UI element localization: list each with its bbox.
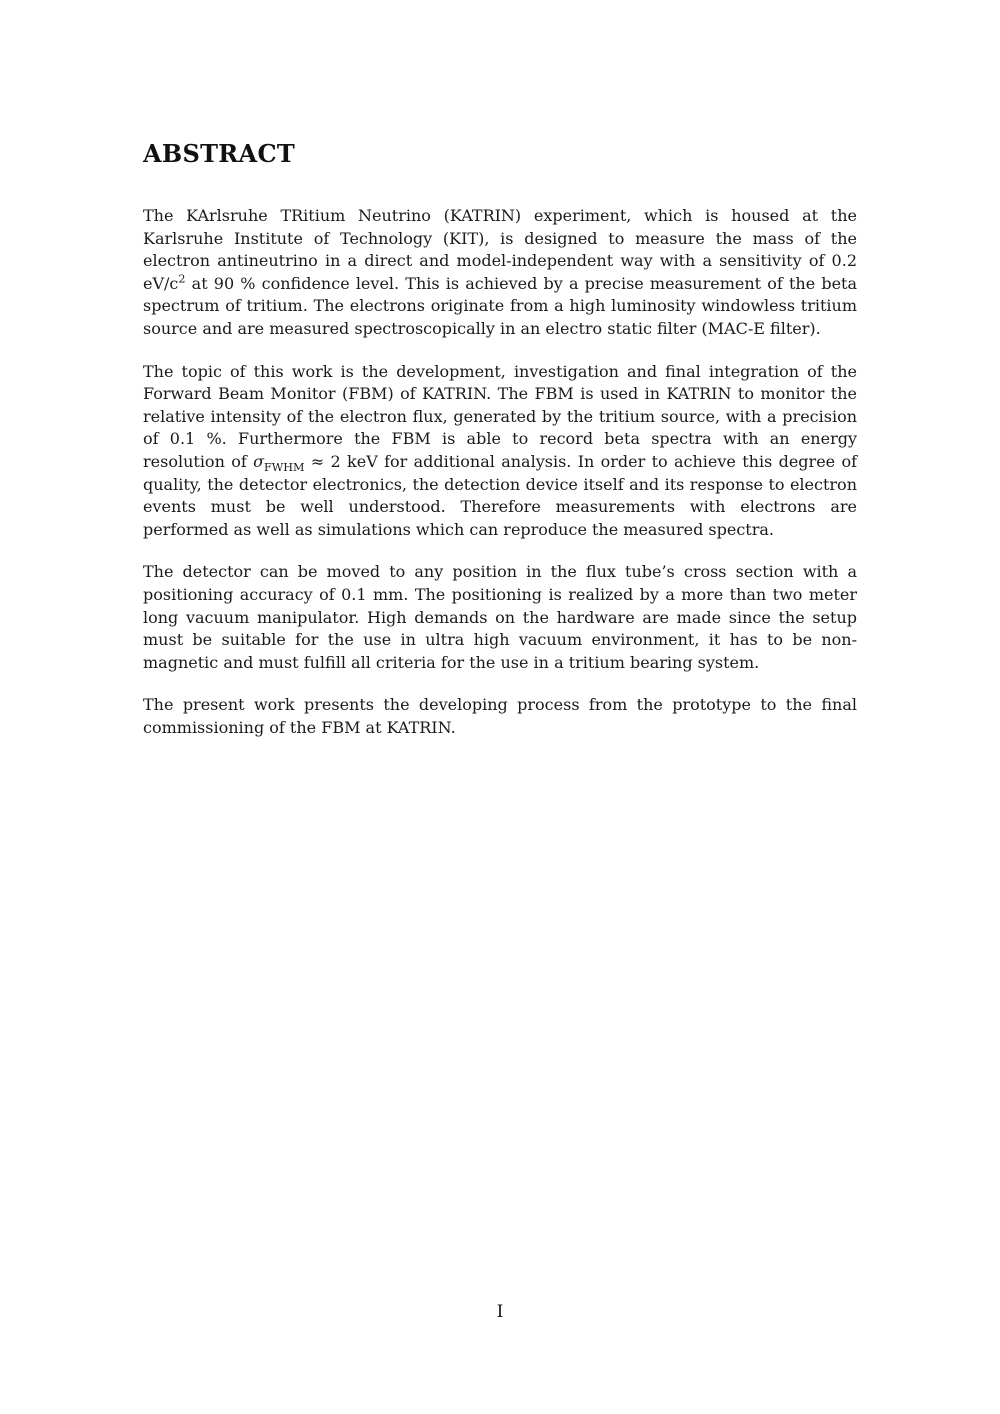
sigma-symbol: σ [253,451,264,471]
abstract-paragraph-1 [143,205,857,341]
subscript: FWHM [264,461,305,475]
abstract-paragraph-3: The detector can be moved to any position in the flux tube’s cross section with a positioning accuracy of 0.1 mm. The positioning is realized by a more than two meter long vacuum manipulator. High demands on the hardware are made since the setup must be suitable for the use in ultra high vacuum environment, it has to be non-magnetic and must fulfill all criteria for the use in a tritium bearing system. [143,562,857,672]
abstract-paragraph-4: The present work presents the developing process from the prototype to the final commissioning of the FBM at KATRIN. [143,695,857,737]
abstract-heading: ABSTRACT [143,139,296,168]
paragraph-text: at 90 % confidence level. This is achieved by a precise measurement of the beta spectrum of tritium. The electrons originate from a high luminosity windowless tritium source and are measured spectroscopically in an electro static filter (MAC-E filter). [143,273,857,338]
paragraph-text: ≈ 2 keV for additional analysis. In order to achieve this degree of quality, the detector electronics, the detection device itself and its response to electron events must be well understood. Therefore measurements with electrons are performed as well as simulations which can reproduce the measured spectra. [143,451,858,539]
superscript: 2 [178,272,186,286]
paragraph-text: The topic of this work is the development, investigation and final integration of the Forward Beam Monitor (FBM) of KATRIN. The FBM is used in KATRIN to monitor the relative intensity of the electron flux, generated by the tritium source, with a precision of 0.1 %. Furthermore the FBM is able to record beta spectra with an energy resolution of [143,361,857,471]
paragraph-text: The KArlsruhe TRitium Neutrino (KATRIN) experiment, which is housed at the Karlsruhe Institute of Technology (KIT), is designed to measure the mass of the electron antineutrino in a direct and model-independent way with a sensitivity of 0.2 eV/c [143,206,857,293]
abstract-body [143,205,857,759]
page-number: I [496,1302,504,1322]
abstract-paragraph-2 [143,361,857,542]
